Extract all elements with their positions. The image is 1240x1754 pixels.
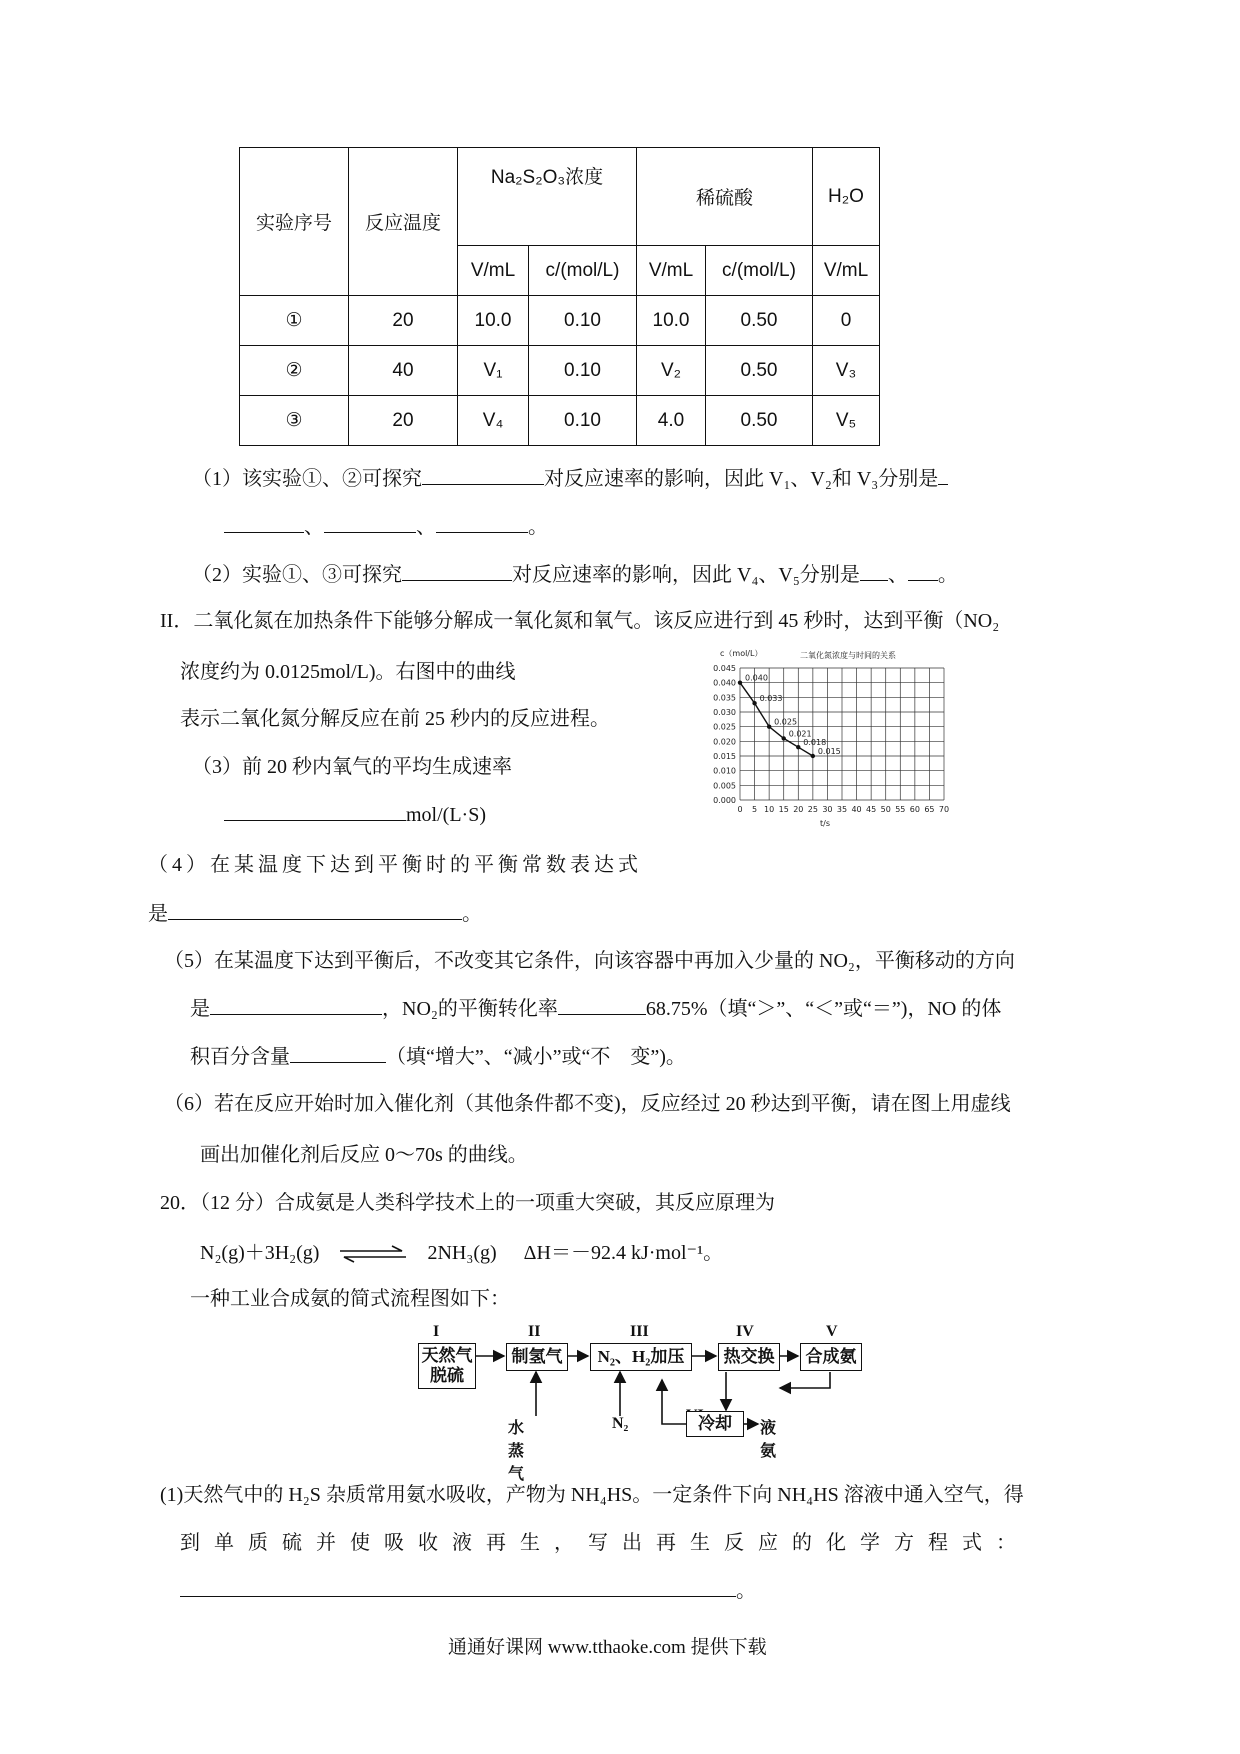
answer-blank[interactable] (180, 1576, 736, 1597)
x-tick-label: 70 (938, 805, 950, 814)
question-1-line1 (192, 462, 948, 491)
y-tick-label: 0.020 (713, 737, 736, 747)
separator: 、 (887, 564, 908, 586)
q2-text-a: （2）实验①、③可探究 (192, 564, 402, 586)
data-point (796, 745, 800, 749)
x-tick-label: 45 (866, 805, 877, 814)
y-tick-label: 0.030 (713, 708, 736, 717)
period: 。 (462, 903, 482, 925)
experiment-table (239, 147, 880, 446)
stage-label: I (433, 1323, 440, 1340)
answer-blank[interactable] (224, 512, 304, 533)
q5-text: （填“增大”、“减小”或“不 变”)。 (386, 1046, 686, 1068)
sub-c: c/(mol/L) (706, 246, 813, 296)
y-tick-label: 0.035 (713, 693, 736, 703)
sub-c: c/(mol/L) (529, 246, 637, 296)
x-axis-label: t/s (820, 819, 830, 828)
box-pressurize: N₂、H₂加压 (590, 1343, 692, 1371)
output-liquid-ammonia: 液氨 (760, 1420, 777, 1460)
header-na2s2o3: Na₂S₂O₃浓度 (458, 148, 637, 246)
separator: 、 (304, 516, 324, 538)
input-steam: 水蒸气 (508, 1420, 525, 1483)
x-tick-label: 50 (880, 805, 891, 814)
part-ii-line1: II．二氧化氮在加热条件下能够分解成一氧化氮和氧气。该反应进行到 45 秒时，达到平衡（NO₂ (160, 610, 1000, 632)
table-cell: 0.10 (529, 396, 637, 446)
data-label: 0.040 (745, 673, 768, 683)
table-cell: 10.0 (458, 296, 529, 346)
eq-enthalpy: ΔH＝－92.4 kJ·mol⁻¹。 (523, 1242, 724, 1264)
answer-blank[interactable] (168, 899, 462, 920)
q5-text: 68.75%（填“＞”、“＜”或“＝”)，NO 的体 (645, 998, 1002, 1020)
stage-label: IV (736, 1323, 754, 1340)
data-label: 0.018 (803, 738, 827, 748)
answer-blank[interactable] (908, 560, 938, 581)
table-cell: 0.10 (529, 296, 637, 346)
table-cell: 0.10 (529, 346, 637, 396)
answer-blank[interactable] (210, 994, 382, 1015)
answer-blank[interactable] (422, 464, 544, 485)
eq-right: 2NH₃(g) (427, 1242, 497, 1264)
stage-label: II (528, 1323, 541, 1340)
x-tick-label: 10 (764, 805, 775, 814)
question-1-line2 (224, 510, 548, 539)
reaction-equation (200, 1236, 723, 1265)
y-tick-label: 0.015 (713, 752, 736, 761)
flow-intro: 一种工业合成氨的简式流程图如下： (190, 1288, 510, 1310)
x-tick-label: 55 (895, 805, 906, 814)
y-tick-label: 0.000 (713, 796, 736, 805)
sub-v: V/mL (458, 246, 529, 296)
table-cell: 10.0 (637, 296, 706, 346)
sub-v: V/mL (637, 246, 706, 296)
answer-blank[interactable] (324, 512, 416, 533)
table-cell: 40 (349, 346, 458, 396)
question-6-line1: （6）若在反应开始时加入催化剂（其他条件都不变)，反应经过 20 秒达到平衡，请在图上用虚线 (164, 1093, 1011, 1115)
table-row (240, 346, 880, 396)
table-cell: V₂ (637, 346, 706, 396)
table-cell: 0.50 (706, 296, 813, 346)
header-temp: 反应温度 (349, 148, 458, 296)
period: 。 (528, 516, 548, 538)
question-3-answer (224, 800, 486, 827)
data-point (738, 680, 742, 684)
stage-label: V (826, 1323, 838, 1340)
question-4-answer (148, 897, 482, 926)
table-cell: 0.50 (706, 346, 813, 396)
question-5-line2 (190, 992, 1001, 1021)
x-tick-label: 0 (737, 805, 743, 814)
table-cell: V₁ (458, 346, 529, 396)
table-cell: V₅ (813, 396, 880, 446)
question-5-line1: （5）在某温度下达到平衡后，不改变其它条件，向该容器中再加入少量的 NO₂，平衡移动的方向 (164, 950, 1015, 972)
part-ii-line3: 表示二氧化氮分解反应在前 25 秒内的反应进程。 (180, 708, 610, 730)
question-5-line3 (190, 1040, 686, 1069)
x-tick-label: 35 (836, 805, 848, 814)
chart-title: 二氧化氮浓度与时间的关系 (800, 651, 896, 660)
period: 。 (937, 564, 958, 586)
y-axis-label: c（mol/L） (720, 649, 763, 658)
part-ii-line2: 浓度约为 0.0125mol/L)。右图中的曲线 (180, 661, 516, 683)
data-label: 0.021 (788, 729, 812, 739)
eq-left: N₂(g)＋3H₂(g) (200, 1242, 320, 1264)
equilibrium-arrow-icon (338, 1244, 408, 1264)
question-3: （3）前 20 秒内氧气的平均生成速率 (192, 756, 512, 778)
header-seq: 实验序号 (240, 148, 349, 296)
q2-text-b: 对反应速率的影响，因此 V₄、V₅分别是 (512, 564, 860, 586)
table-cell: V₄ (458, 396, 529, 446)
y-tick-label: 0.045 (713, 664, 736, 673)
data-point (811, 754, 815, 758)
table-cell: 0.50 (706, 396, 813, 446)
data-label: 0.033 (759, 694, 783, 704)
table-cell: 0 (813, 296, 880, 346)
question-4: （4）在某温度下达到平衡时的平衡常数表达式 (148, 854, 642, 876)
table-cell: ③ (240, 396, 349, 446)
input-n2: N₂ (612, 1415, 629, 1432)
question-20-1-line1: (1)天然气中的 H₂S 杂质常用氨水吸收，产物为 NH₄HS。一定条件下向 NH₄HS 溶液中通入空气，得 (160, 1484, 1024, 1506)
question-20-head: 20．（12 分）合成氨是人类科学技术上的一项重大突破，其反应原理为 (160, 1192, 775, 1214)
sub-v: V/mL (813, 246, 880, 296)
box-heat-exchange: 热交换 (718, 1343, 780, 1371)
q1-text-a: （1）该实验①、②可探究 (192, 468, 422, 490)
answer-blank[interactable] (860, 560, 888, 581)
x-tick-label: 5 (752, 805, 758, 814)
question-20-1-answer (180, 1574, 756, 1603)
q1-text-b: 对反应速率的影响，因此 V₁、V₂和 V₃分别是 (544, 468, 939, 490)
y-tick-label: 0.010 (713, 766, 736, 776)
table-cell: 20 (349, 296, 458, 346)
period: 。 (736, 1580, 756, 1602)
x-tick-label: 40 (851, 805, 862, 814)
answer-blank[interactable] (290, 1042, 386, 1063)
data-label: 0.015 (817, 747, 841, 756)
separator: 、 (416, 516, 436, 538)
rate-unit: mol/(L·S) (406, 804, 486, 826)
y-tick-label: 0.025 (713, 722, 736, 732)
stage-label: III (630, 1323, 649, 1340)
answer-blank[interactable] (436, 512, 528, 533)
table-row (240, 296, 880, 346)
box-hydrogen: 制氢气 (506, 1343, 568, 1371)
header-acid: 稀硫酸 (637, 148, 813, 246)
y-tick-label: 0.040 (713, 678, 736, 688)
answer-blank[interactable] (938, 464, 948, 485)
question-2 (192, 558, 958, 587)
question-6-line2: 画出加催化剂后反应 0～70s 的曲线。 (200, 1144, 528, 1166)
answer-blank[interactable] (558, 994, 646, 1015)
table-cell: 4.0 (637, 396, 706, 446)
data-point (782, 736, 786, 740)
data-point (767, 724, 771, 728)
table-cell: 20 (349, 396, 458, 446)
no2-concentration-chart (688, 642, 970, 832)
table-row (240, 396, 880, 446)
q5-text: 是 (190, 998, 210, 1020)
q5-text: ，NO₂的平衡转化率 (382, 998, 558, 1020)
answer-blank[interactable] (224, 800, 406, 821)
y-tick-label: 0.005 (713, 781, 736, 791)
table-cell: V₃ (813, 346, 880, 396)
box-synthesis: 合成氨 (800, 1343, 862, 1371)
x-tick-label: 30 (822, 805, 833, 814)
data-label: 0.025 (774, 717, 798, 727)
x-tick-label: 60 (909, 805, 920, 814)
table-cell: ① (240, 296, 349, 346)
x-tick-label: 20 (793, 805, 804, 814)
header-h2o: H₂O (813, 148, 880, 246)
answer-blank[interactable] (402, 560, 512, 581)
data-point (752, 701, 756, 705)
x-tick-label: 15 (778, 805, 789, 814)
x-tick-label: 65 (924, 805, 935, 814)
box-cooling: 冷却 (686, 1411, 744, 1437)
page-footer: 通通好课网 www.tthaoke.com 提供下载 (448, 1637, 767, 1658)
q4-text-b: 是 (148, 903, 168, 925)
flow-arrows (400, 1330, 880, 1450)
q5-text: 积百分含量 (190, 1046, 290, 1068)
question-20-1-line2: 到单质硫并使吸收液再生，写出再生反应的化学方程式： (180, 1532, 1030, 1554)
box-desulfurization: 天然气 脱硫 (418, 1343, 476, 1389)
table-cell: ② (240, 346, 349, 396)
x-tick-label: 25 (807, 805, 818, 814)
